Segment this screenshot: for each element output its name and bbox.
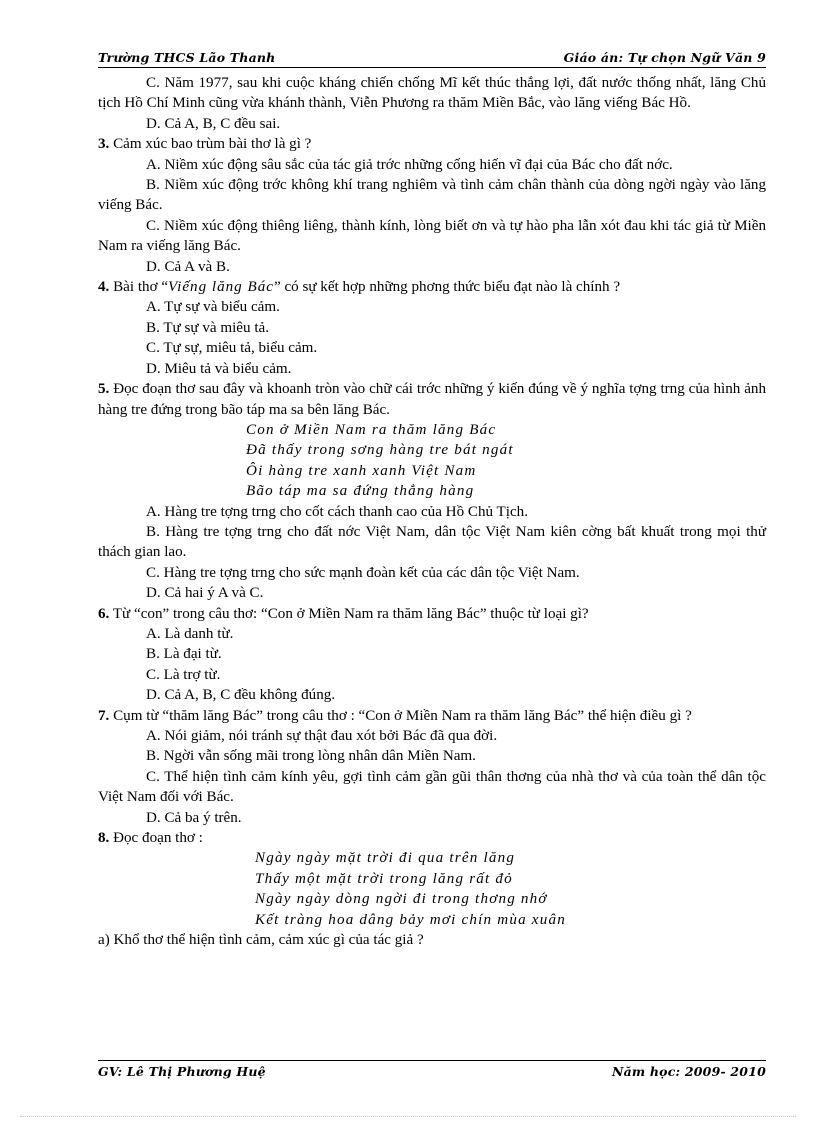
- document-body: [98, 73, 766, 950]
- q4-question: [98, 277, 766, 297]
- page-bottom-divider: [20, 1116, 796, 1117]
- q7-option-a: A. Nói giảm, nói tránh sự thật đau xót bởi Bác đã qua đời.: [146, 728, 498, 744]
- q4-poem-title: Viếng lăng Bác: [168, 279, 274, 296]
- q3-number: 3.: [98, 136, 110, 153]
- q3-option-b: B. Niềm xúc động trớc không khí trang nghiêm và tình cảm chân thành của dòng ngời ngày vào lăng viếng Bác.: [98, 177, 766, 214]
- q3-text: Cảm xúc bao trùm bài thơ là gì ?: [109, 136, 312, 153]
- footer-rule: [98, 1060, 766, 1061]
- q4-text-after: ” có sự kết hợp những phơng thức biểu đạt nào là chính ?: [273, 279, 621, 296]
- q2-option-c: C. Năm 1977, sau khi cuộc kháng chiến chống Mĩ kết thúc thắng lợi, đất nước thống nhất, lăng Chủ tịch Hồ Chí Minh cũng vừa khánh thành, Viễn Phương ra thăm Miền Bắc, vào lăng viếng Bác Hồ.: [98, 75, 766, 112]
- q8-poem-line: Thấy một mặt trời trong lăng rất đỏ: [255, 870, 513, 887]
- q6-number: 6.: [98, 605, 110, 622]
- q5-option-c: C. Hàng tre tợng trng cho sức mạnh đoàn kết của các dân tộc Việt Nam.: [146, 564, 580, 581]
- q5-option-a: A. Hàng tre tợng trng cho cốt cách thanh cao của Hồ Chủ Tịch.: [146, 503, 528, 520]
- q3-option-c: C. Niềm xúc động thiêng liêng, thành kính, lòng biết ơn và tự hào pha lẫn xót đau khi tác giả từ Miền Nam ra viếng lăng Bác.: [98, 217, 766, 255]
- q7-text: Cụm từ “thăm lăng Bác” trong câu thơ : “Con ở Miền Nam ra thăm lăng Bác” thể hiện điều gì ?: [109, 707, 692, 724]
- q4-option-a: A. Tự sự và biểu cảm.: [146, 299, 280, 316]
- q4-option-b: B. Tự sự và miêu tả.: [146, 319, 269, 336]
- q8-poem-line: Ngày ngày mặt trời đi qua trên lăng: [255, 850, 516, 867]
- footer-teacher: GV: Lê Thị Phương Huệ: [98, 1064, 266, 1079]
- q4-option-c: C. Tự sự, miêu tả, biểu cảm.: [146, 340, 318, 357]
- q5-poem-line: Con ở Miền Nam ra thăm lăng Bác: [246, 421, 497, 438]
- q5-text: Đọc đoạn thơ sau đây và khoanh tròn vào chữ cái trớc những ý kiến đúng về ý nghĩa tợng trng của hình ảnh hàng tre đứng trong bão táp ma sa bên lăng Bác.: [98, 381, 766, 418]
- q8-sub-question-a: a) Khổ thơ thể hiện tình cảm, cảm xúc gì của tác giả ?: [98, 932, 424, 949]
- q5-option-b: B. Hàng tre tợng trng cho đất nớc Việt Nam, dân tộc Việt Nam kiên cờng bất khuất trong mọi thử thách gian lao.: [98, 523, 766, 561]
- q3-option-a: A. Niềm xúc động sâu sắc của tác giả trớc những cống hiến vĩ đại của Bác cho đất nớc.: [146, 156, 673, 173]
- q2-option-d: D. Cả A, B, C đều sai.: [146, 115, 281, 132]
- q8-question: [98, 828, 766, 848]
- q7-number: 7.: [98, 707, 110, 724]
- q5-number: 5.: [98, 381, 110, 398]
- q7-option-b: B. Ngời vẫn sống mãi trong lòng nhân dân Miền Nam.: [146, 748, 476, 765]
- header-school: Trường THCS Lão Thanh: [98, 50, 276, 65]
- q5-option-d: D. Cả hai ý A và C.: [146, 585, 264, 602]
- q6-option-c: C. Là trợ từ.: [146, 666, 221, 683]
- q6-question: [98, 604, 766, 624]
- q4-text-before: Bài thơ “: [109, 279, 169, 296]
- q6-text: Từ “con” trong câu thơ: “Con ở Miền Nam ra thăm lăng Bác” thuộc từ loại gì?: [109, 605, 589, 622]
- q5-poem-line: Bão táp ma sa đứng thẳng hàng: [246, 483, 475, 500]
- q8-poem-line: Kết tràng hoa dâng bảy mơi chín mùa xuân: [255, 911, 566, 928]
- header-subject: Giáo án: Tự chọn Ngữ Văn 9: [563, 50, 766, 65]
- q4-number: 4.: [98, 279, 110, 296]
- header-rule: [98, 67, 766, 68]
- q7-question: [98, 706, 766, 726]
- q7-option-c: C. Thể hiện tình cảm kính yêu, gợi tình cảm gần gũi thân thơng của nhà thơ và của toàn thể dân tộc Việt Nam đối với Bác.: [98, 768, 766, 806]
- q3-question: [98, 134, 766, 154]
- q8-poem-line: Ngày ngày dòng ngời đi trong thơng nhớ: [255, 891, 548, 908]
- q8-number: 8.: [98, 830, 110, 847]
- q5-question: [98, 379, 766, 420]
- q4-option-d: D. Miêu tả và biểu cảm.: [146, 360, 292, 377]
- q6-option-b: B. Là đại từ.: [146, 646, 222, 663]
- q5-poem-line: Ôi hàng tre xanh xanh Việt Nam: [246, 462, 477, 479]
- q6-option-a: A. Là danh từ.: [146, 625, 234, 642]
- q5-poem-line: Đã thấy trong sơng hàng tre bát ngát: [246, 442, 514, 459]
- q6-option-d: D. Cả A, B, C đều không đúng.: [146, 687, 336, 704]
- q8-text: Đọc đoạn thơ :: [109, 830, 203, 847]
- footer-school-year: Năm học: 2009- 2010: [611, 1064, 766, 1079]
- q7-option-d: D. Cả ba ý trên.: [146, 809, 242, 826]
- q3-option-d: D. Cả A và B.: [146, 258, 230, 275]
